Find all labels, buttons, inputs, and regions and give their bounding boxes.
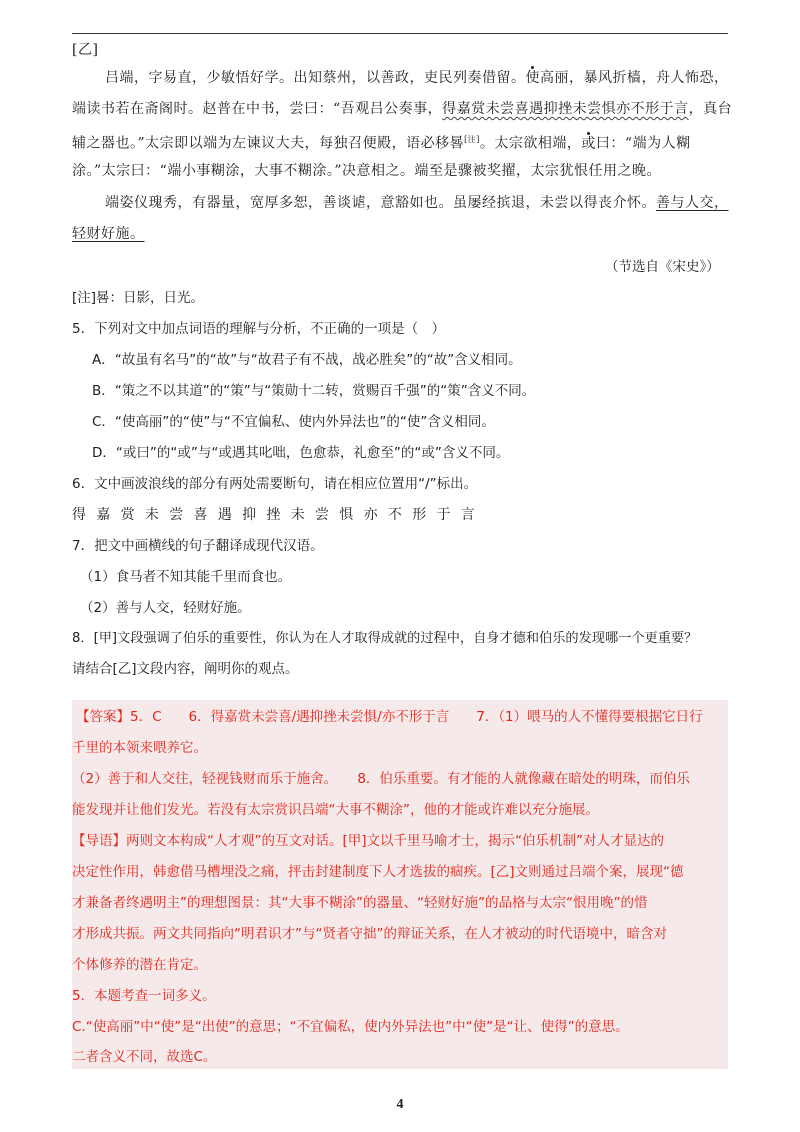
question-5-option-b: B．“策之不以其道”的“策”与“策勋十二转，赏赐百千强”的“策”含义不同。 [92, 383, 536, 399]
answer-line-7: 才兼备者终遇明主”的理想图景：其“大事不糊涂”的器量、“轻财好施”的品格与太宗“恨用晚”的惜 [72, 895, 648, 911]
passage-line-5 [105, 193, 729, 213]
question-7-part-2: （2）善与人交，轻财好施。 [80, 600, 251, 616]
passage-text: 吕端，字易直，少敏悟好学。出知蔡州，以善政，吏民列奏借留。 [105, 70, 526, 86]
question-7-part-1: （1）食马者不知其能千里而食也。 [80, 569, 292, 585]
question-8-line-2: 请结合[乙]文段内容，阐明你的观点。 [72, 661, 299, 677]
answer-line-1: 【答案】5．C 6．得嘉赏未尝喜/遇抑挫未尝惧/亦不形于言 7．（1）喂马的人不懂得要根据它日行 [76, 709, 703, 725]
answer-line-5: 【导语】两则文本构成“人才观”的互文对话。[甲]文以千里马喻才士，揭示“伯乐机制”对人才显达的 [72, 833, 665, 849]
answer-line-6: 决定性作用，韩愈借马槽埋没之痛，抨击封建制度下人才选拔的痼疾。[乙]文则通过吕端个案，展现“德 [72, 864, 684, 880]
passage-line-4: 涂。”太宗曰：“端小事糊涂，大事不糊涂。”决意相之。端至是骤被奖擢，太宗犹恨任用之晚。 [72, 163, 661, 179]
dotted-word-shi: 使 [525, 70, 540, 86]
wavy-underlined-sentence: 得嘉赏未尝喜遇抑挫未尝惧亦不形于言 [442, 101, 689, 117]
page-number: 4 [396, 1097, 404, 1112]
question-6-stem: 6．文中画波浪线的部分有两处需要断句，请在相应位置用“/”标出。 [72, 476, 478, 492]
question-8-line-1: 8．[甲]文段强调了伯乐的重要性，你认为在人才取得成就的过程中，自身才德和伯乐的发现哪一个更重要？ [72, 631, 698, 646]
passage-text: 端姿仪瑰秀，有器量，宽厚多恕，善谈谑，意豁如也。虽屡经摈退，未尝以得丧介怀。 [105, 195, 656, 211]
question-5-option-a: A．“故虽有名马”的“故”与“故君子有不战，战必胜矣”的“故”含义相同。 [92, 352, 522, 368]
question-5-stem: 5．下列对文中加点词语的理解与分析，不正确的一项是（ ） [72, 321, 446, 337]
answer-line-8: 才形成共振。两文共同指向“明君识才”与“贤者守拙”的辩证关系，在人才被动的时代语境中，暗含对 [72, 926, 667, 942]
question-7-stem: 7．把文中画横线的句子翻译成现代汉语。 [72, 538, 324, 554]
passage-line-3 [72, 130, 691, 154]
footnote: [注]晷：日影，日光。 [72, 290, 205, 306]
answer-line-4: 能发现并让他们发光。若没有太宗赏识吕端“大事不糊涂”，他的才能或许难以充分施展。 [72, 802, 599, 818]
passage-text: 端读书若在斋阁时。赵普在中书，尝曰：“吾观吕公奏事， [72, 101, 443, 117]
answer-line-2: 千里的本领来喂养它。 [72, 740, 207, 756]
passage-line-2 [72, 99, 732, 119]
underlined-sentence: 善与人交， [656, 195, 729, 211]
section-label: [乙] [72, 42, 99, 58]
answer-line-11: C.“使高丽”中“使”是“出使”的意思；“不宜偏私，使内外异法也”中“使”是“让、使得”的意思。 [72, 1019, 629, 1035]
question-5-option-d: D．“或曰”的“或”与“或遇其叱咄，色愈恭，礼愈至”的“或”含义不同。 [92, 445, 510, 461]
source-citation: （节选自《宋史》） [605, 259, 720, 275]
answer-line-3: （2）善于和人交往，轻视钱财而乐于施舍。 8．伯乐重要。有才能的人就像藏在暗处的明珠，而伯乐 [72, 771, 690, 787]
answer-line-12: 二者含义不同，故选C。 [72, 1049, 217, 1065]
passage-line-1 [105, 68, 729, 88]
dotted-word-huo: 或 [581, 135, 596, 152]
answer-line-9: 个体修养的潜在肯定。 [72, 957, 207, 973]
passage-text: 。太宗欲相端， [479, 135, 582, 152]
passage-text: 高丽，暴风折樯，舟人怖恐， [540, 70, 729, 86]
passage-text: 辅之器也。”太宗即以端为左谏议大夫，每独召便殿，语必移晷 [72, 135, 465, 152]
header-rule [72, 33, 728, 34]
passage-text: 曰：“端为人糊 [595, 135, 691, 152]
passage-text: ，真台 [688, 101, 733, 117]
footnote-marker: [注] [464, 135, 480, 144]
question-6-text: 得嘉赏未尝喜遇抑挫未尝惧亦不形于言 [72, 507, 486, 523]
passage-line-6: 轻财好施。 [72, 226, 145, 242]
question-5-option-c: C．“使高丽”的“使”与“不宜偏私、使内外异法也”的“使”含义相同。 [92, 414, 495, 430]
answer-line-10: 5．本题考查一词多义。 [72, 988, 216, 1004]
